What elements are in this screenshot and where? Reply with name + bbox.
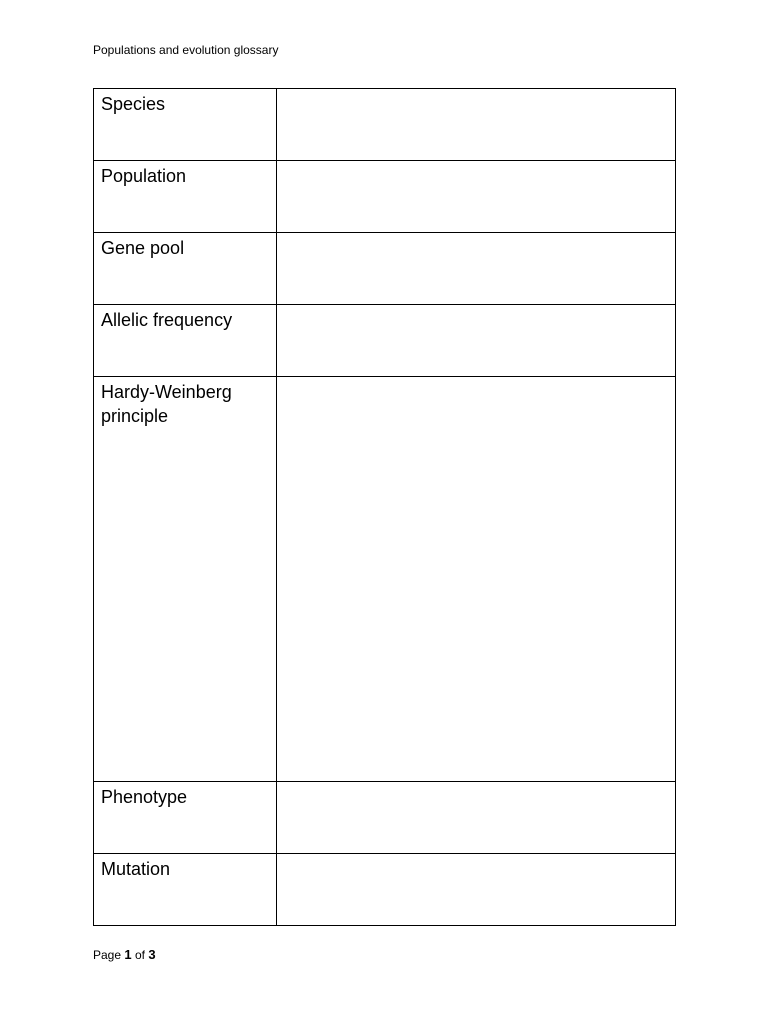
glossary-row-mutation [94,854,676,926]
total-pages-number: 3 [148,947,156,962]
term-population: Population [101,166,187,186]
definition-cell[interactable] [277,89,676,161]
term-cell [94,782,277,854]
definition-cell[interactable] [277,854,676,926]
glossary-row-species [94,89,676,161]
glossary-row-hardy-weinberg [94,377,676,782]
definition-cell[interactable] [277,782,676,854]
page-footer [93,947,156,963]
term-phenotype: Phenotype [101,787,188,807]
term-cell [94,377,277,782]
glossary-row-allelic-frequency [94,305,676,377]
term-cell [94,161,277,233]
term-allelic-frequency: Allelic frequency [101,310,233,330]
definition-cell[interactable] [277,377,676,782]
glossary-row-population [94,161,676,233]
term-cell [94,233,277,305]
term-gene-pool: Gene pool [101,238,185,258]
glossary-row-phenotype [94,782,676,854]
current-page-number: 1 [124,947,132,962]
term-hardy-weinberg: Hardy-Weinberg principle [101,382,232,426]
of-word: of [134,948,145,962]
glossary-table [93,88,676,926]
term-cell [94,854,277,926]
document-title: Populations and evolution glossary [93,43,279,57]
page-word: Page [93,948,122,962]
term-cell [94,89,277,161]
term-cell [94,305,277,377]
definition-cell[interactable] [277,305,676,377]
glossary-row-gene-pool [94,233,676,305]
definition-cell[interactable] [277,161,676,233]
page-header [93,42,278,58]
definition-cell[interactable] [277,233,676,305]
term-mutation: Mutation [101,859,171,879]
term-species: Species [101,94,166,114]
